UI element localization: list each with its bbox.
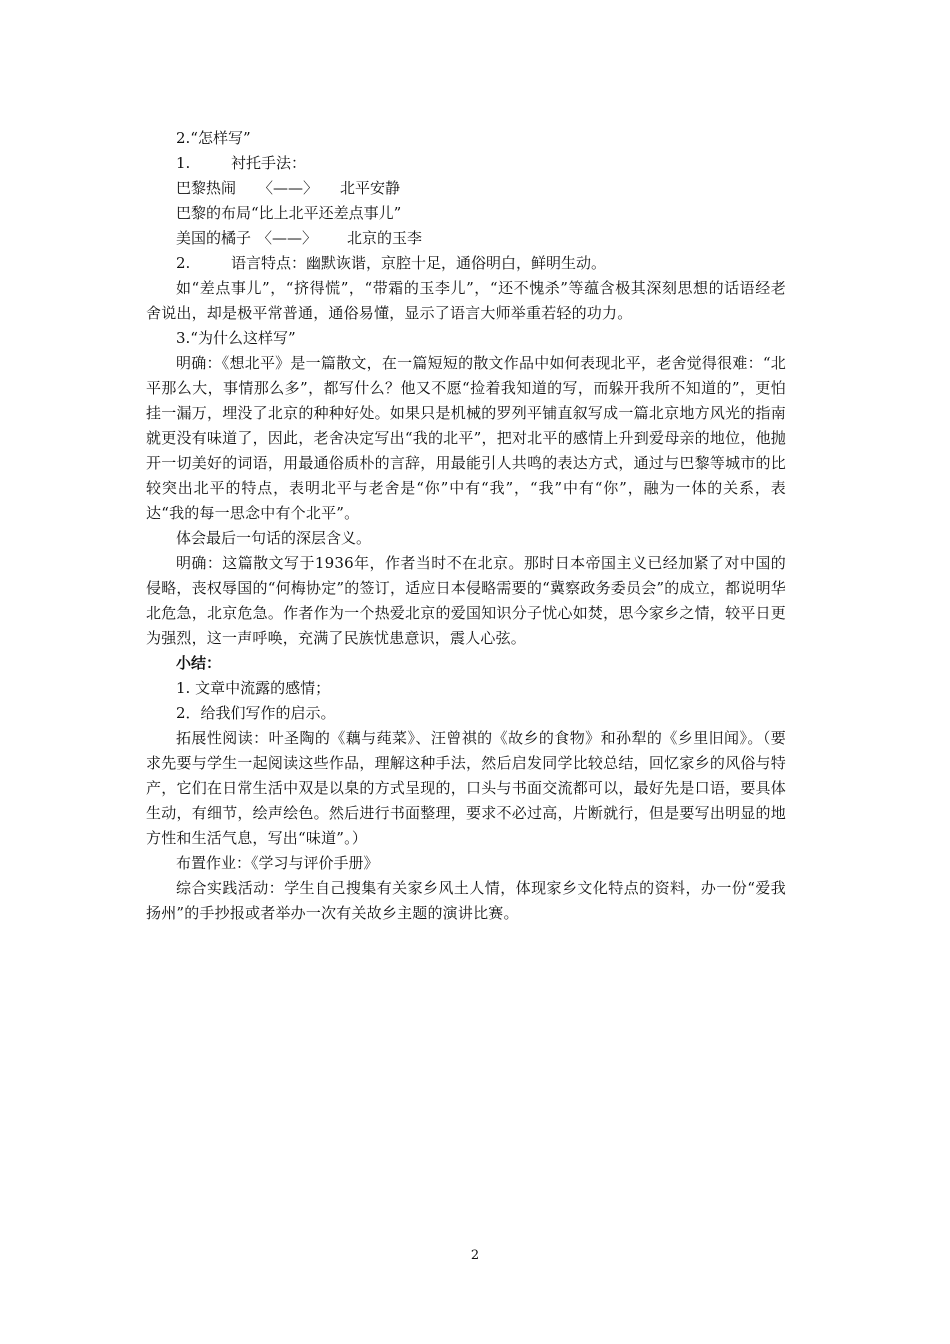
page-number: 2: [470, 1248, 480, 1263]
meaning-paragraph: 明确：这篇散文写于1936年，作者当时不在北京。那时日本帝国主义已经加紧了对中国的侵略，丧权辱国的“何梅协定”的签订，适应日本侵略需要的“冀察政务委员会”的成立，都说明华北危急，北京危急。作者作为一个热爱北京的爱国知识分子忧心如焚，思今家乡之情，较平日更为强烈，这一声呼唤，充满了民族忧患意识，震人心弦。: [146, 554, 786, 647]
contrast-left: 美国的橘子: [176, 229, 252, 247]
contrast-arrow: 〈——〉: [258, 179, 319, 197]
language-paragraph: 如“差点事儿”，“挤得慌”，“带霜的玉李儿”，“还不愧杀”等蕴含极其深刻思想的话语经老舍说出，却是极平常普通，通俗易懂，显示了语言大师举重若轻的功力。: [146, 279, 786, 322]
contrast-right: 北平安静: [340, 179, 401, 197]
contrast-line-1: [176, 176, 816, 201]
contrast-arrow: 〈——〉: [257, 229, 318, 247]
technique-label: 衬托手法：: [231, 154, 307, 172]
practice-paragraph: 综合实践活动：学生自己搜集有关家乡风土人情，体现家乡文化特点的资料，办一份“爱我扬州”的手抄报或者举办一次有关故乡主题的演讲比赛。: [146, 879, 786, 922]
question-line: 体会最后一句话的深层含义。: [176, 529, 372, 547]
contrast-line-3: [176, 226, 816, 251]
page-content: [146, 126, 816, 926]
technique-number: 1.: [176, 154, 191, 172]
answer-paragraph: 明确：《想北平》是一篇散文，在一篇短短的散文作品中如何表现北平，老舍觉得很难：“北平那么大，事情那么多”，都写什么？他又不愿“捡着我知道的写，而躲开我所不知道的”，更怕挂一漏万，埋没了北京的种种好处。如果只是机械的罗列平铺直叙写成一篇北京地方风光的指南就更没有味道了，因此，老舍决定写出“我的北平”，把对北平的感情上升到爱母亲的地位，他抛开一切美好的词语，用最通俗质朴的言辞，用最能引人共鸣的表达方式，通过与巴黎等城市的比较突出北平的特点，表明北平与老舍是“你”中有“我”，“我”中有“你”，融为一体的关系，表达“我的每一思念中有个北平”。: [146, 354, 786, 522]
contrast-line-2: 巴黎的布局“比上北平还差点事儿”: [176, 204, 402, 222]
section-heading-how: 2.“怎样写”: [176, 129, 251, 147]
homework-line: 布置作业：《学习与评价手册》: [176, 854, 379, 872]
technique-item: [176, 151, 816, 176]
language-item: [176, 251, 816, 276]
section-heading-why: 3.“为什么这样写”: [176, 329, 296, 347]
contrast-left: 巴黎热闹: [176, 179, 237, 197]
contrast-right: 北京的玉李: [347, 229, 423, 247]
summary-heading: 小结：: [176, 654, 222, 672]
language-number: 2.: [176, 254, 191, 272]
summary-item-2: 2．给我们写作的启示。: [176, 704, 336, 722]
extension-reading-paragraph: 拓展性阅读：叶圣陶的《藕与莼菜》、汪曾祺的《故乡的食物》和孙犁的《乡里旧闻》。（要求先要与学生一起阅读这些作品，理解这种手法，然后启发同学比较总结，回忆家乡的风俗与特产，它们在日常生活中双是以臬的方式呈现的，口头与书面交流都可以，最好先是口语，要具体生动，有细节，绘声绘色。然后进行书面整理，要求不必过高，片断就行，但是要写出明显的地方性和生活气息，写出“味道”。）: [146, 729, 786, 847]
language-label: 语言特点：幽默诙谐，京腔十足，通俗明白，鲜明生动。: [231, 254, 607, 272]
summary-item-1: 1. 文章中流露的感情；: [176, 679, 331, 697]
